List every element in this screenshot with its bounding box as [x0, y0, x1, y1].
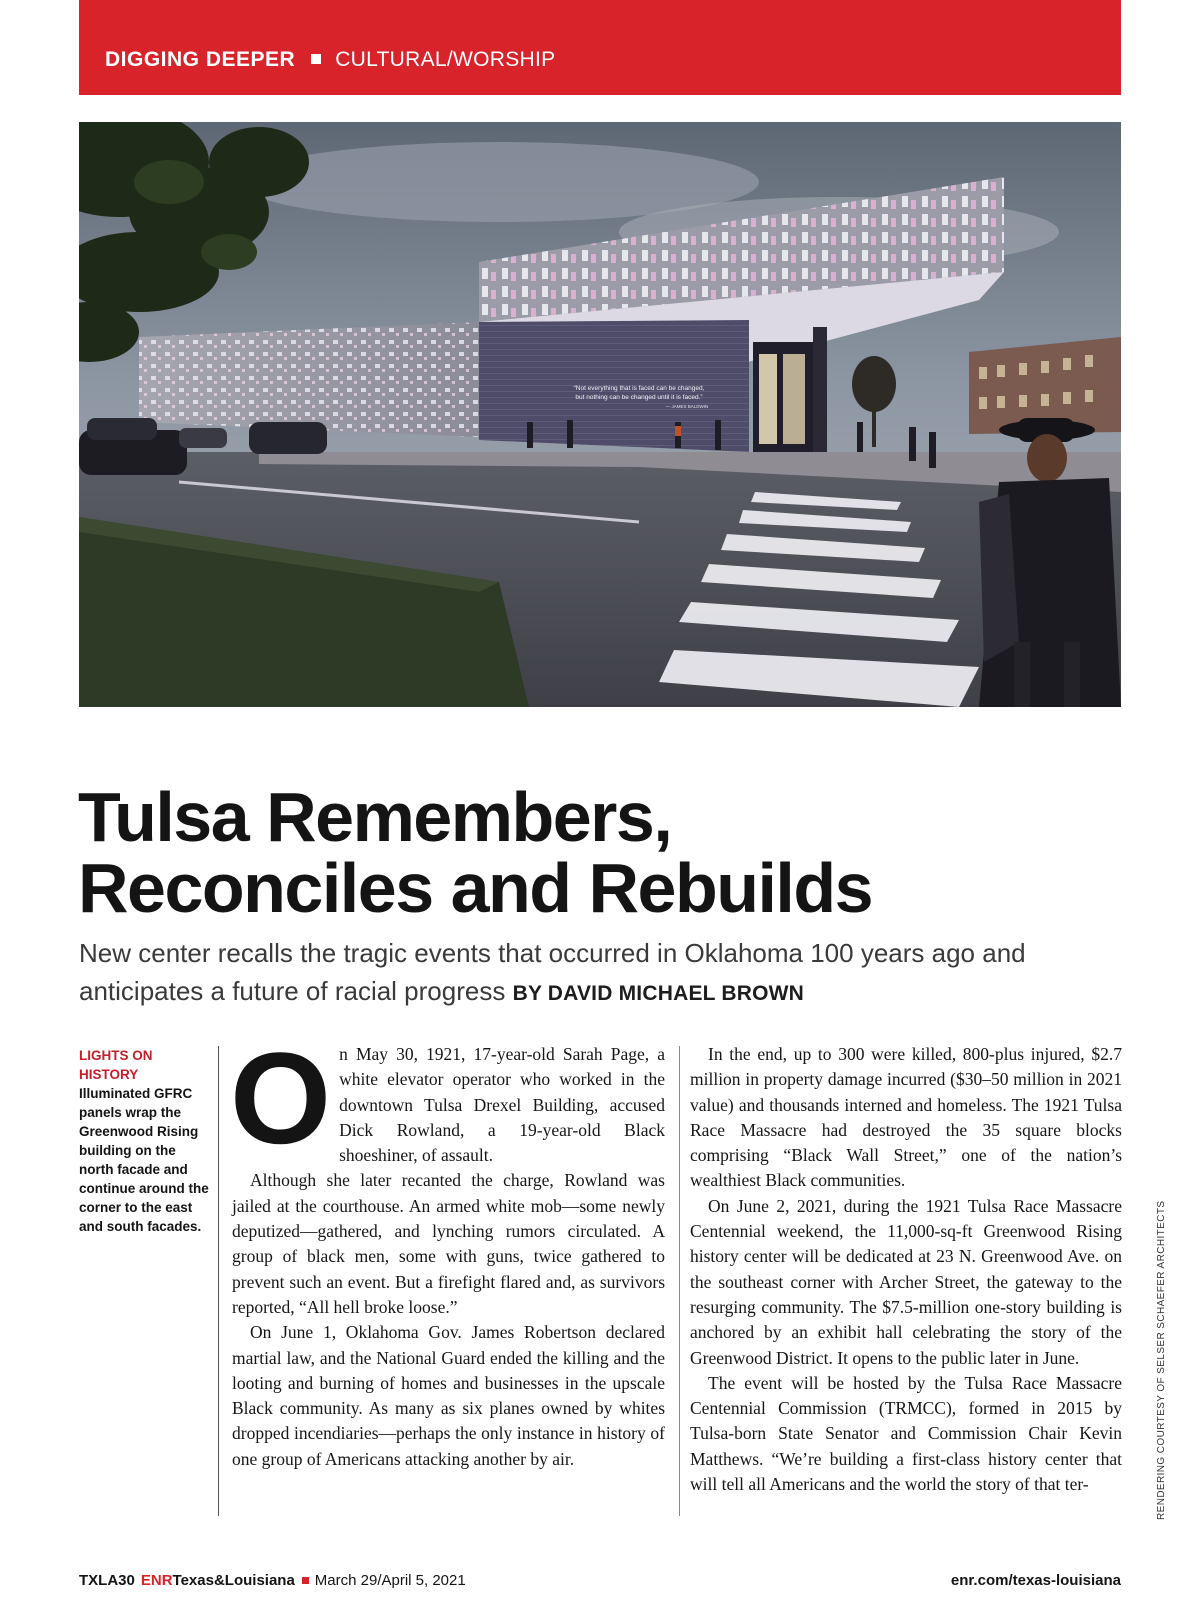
image-credit: RENDERING COURTESY OF SELSER SCHAEFER ARCHITECTS [1156, 1200, 1167, 1520]
separator-square-icon [311, 54, 321, 64]
article-deck [79, 934, 1139, 1013]
article-paragraph: The event will be hosted by the Tulsa Race Massacre Centennial Commission (TRMCC), formed in 2015 by Tulsa-born State Senator and Commission Chair Kevin Matthews. “We’re building a first-class history center that will tell all Americans and the world the story of that ter- [690, 1372, 1122, 1495]
section-category: CULTURAL/WORSHIP [335, 48, 556, 71]
article-paragraph: In the end, up to 300 were killed, 800-plus injured, $2.7 million in property damage incurred ($30–50 million in 2021 value) and thousands interned and homeless. The 1921 Tulsa Race Massacre had destroyed the 35 square blocks comprising “Black Wall Street,” one of the nation’s wealthiest Black communities. [690, 1044, 1122, 1191]
column-divider [218, 1046, 219, 1516]
publication-edition: Texas&Louisiana [172, 1572, 295, 1589]
deck-text: New center recalls the tragic events that occurred in Oklahoma 100 years ago and anticipates a future of racial progress [79, 938, 1026, 1006]
page-footer [79, 1572, 1121, 1596]
headline-line-1: Tulsa Remembers, [78, 778, 672, 856]
hero-rendering [79, 122, 1121, 707]
section-header-bar [79, 0, 1121, 95]
article-column-1 [230, 1025, 665, 1472]
caption-body: Illuminated GFRC panels wrap the Greenwood Rising building on the north facade and continue around the corner to the east and south facades. [79, 1086, 209, 1234]
article-headline [78, 778, 1138, 927]
article-paragraph: On June 1, Oklahoma Gov. James Robertson declared martial law, and the National Guard ended the killing and the looting and burning of homes and businesses in the upscale Black community. As many as six planes owned by whites dropped incendiaries—perhaps the only instance in history of one group of Americans attacking another by air. [232, 1322, 665, 1469]
quote-author: — JAMES BALDWIN [665, 404, 709, 409]
section-name: DIGGING DEEPER [105, 48, 296, 71]
article-paragraph: n May 30, 1921, 17-year-old Sarah Page, a white elevator operator who worked in the downtown Tulsa Drexel Building, accused Dick Rowland, a 19-year-old Black shoeshiner, of assault. [339, 1044, 665, 1166]
photo-caption [79, 1046, 209, 1236]
headline-line-2: Reconciles and Rebuilds [78, 849, 873, 927]
issue-date: March 29/April 5, 2021 [314, 1572, 466, 1589]
footer-left [79, 1572, 466, 1589]
drop-cap: O [230, 1025, 332, 1171]
publication-logo: ENR [140, 1572, 173, 1589]
quote-line-1: “Not everything that is faced can be changed, [573, 385, 705, 392]
article-column-2 [690, 1042, 1122, 1497]
publication-url[interactable]: enr.com/texas-louisiana [950, 1572, 1121, 1589]
article-paragraph: Although she later recanted the charge, Rowland was jailed at the courthouse. An armed white mob—some newly deputized—gathered, and lynching rumors circulated. A group of black men, some with guns, twice gathered to prevent such an event. But a firefight flared and, as survivors reported, “All hell broke loose.” [232, 1170, 665, 1317]
separator-square-icon [302, 1577, 309, 1584]
article-paragraph: On June 2, 2021, during the 1921 Tulsa Race Massacre Centennial weekend, the 11,000-sq-ft Greenwood Rising history center will be dedicated at 23 N. Greenwood Ave. on the southeast corner with Archer Street, the gateway to the resurging community. The $7.5-million one-story building is anchored by an exhibit hall celebrating the story of the Greenwood District. It opens to the public later in June. [690, 1195, 1122, 1368]
byline: BY DAVID MICHAEL BROWN [512, 982, 804, 1005]
quote-line-2: but nothing can be changed until it is faced.” [575, 394, 703, 401]
section-kicker [105, 48, 555, 72]
page-folio: TXLA30 [79, 1572, 135, 1589]
caption-head: LIGHTS ON HISTORY [79, 1048, 153, 1082]
column-divider [679, 1046, 680, 1516]
